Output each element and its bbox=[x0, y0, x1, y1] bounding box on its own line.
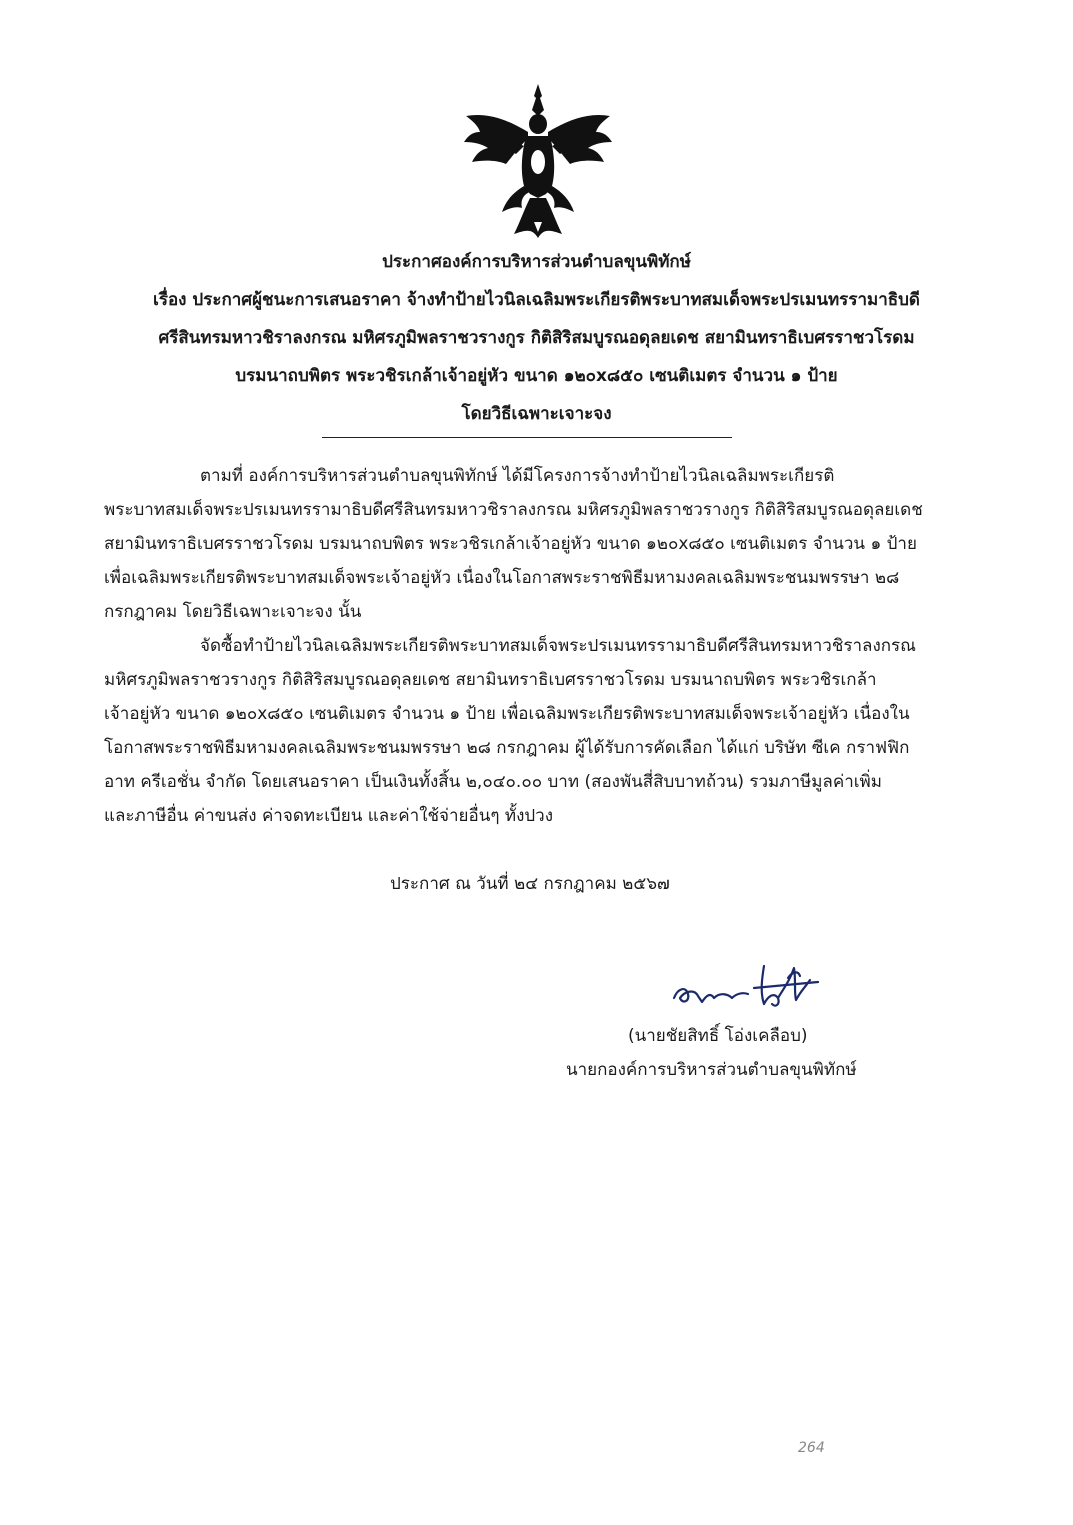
subject-line-3: บรมนาถบพิตร พระวชิรเกล้าเจ้าอยู่หัว ขนาด ๑๒๐x๘๕๐ เซนติเมตร จำนวน ๑ ป้าย bbox=[235, 366, 838, 386]
paragraph2-line-6: และภาษีอื่น ค่าขนส่ง ค่าจดทะเบียน และค่าใช้จ่ายอื่นๆ ทั้งปวง bbox=[104, 806, 554, 826]
signer-name: (นายชัยสิทธิ์ โอ่งเคลือบ) bbox=[628, 1026, 808, 1046]
handwritten-signature-icon bbox=[668, 958, 828, 1020]
announcement-date: ประกาศ ณ วันที่ ๒๔ กรกฎาคม ๒๕๖๗ bbox=[390, 874, 670, 894]
announcement-title: ประกาศองค์การบริหารส่วนตำบลขุนพิทักษ์ bbox=[382, 252, 691, 272]
page-number-note: 264 bbox=[798, 1440, 825, 1456]
paragraph1-line-3: สยามินทราธิเบศรราชวโรดม บรมนาถบพิตร พระวชิรเกล้าเจ้าอยู่หัว ขนาด ๑๒๐x๘๕๐ เซนติเมตร จำนวน ๑ ป้าย bbox=[104, 534, 917, 554]
paragraph1-line-2: พระบาทสมเด็จพระปรเมนทรรามาธิบดีศรีสินทรมหาวชิราลงกรณ มหิศรภูมิพลราชวรางกูร กิติสิริสมบูรณอดุลยเดช bbox=[104, 500, 923, 520]
garuda-emblem-icon bbox=[458, 82, 618, 242]
paragraph2-line-2: มหิศรภูมิพลราชวรางกูร กิติสิริสมบูรณอดุลยเดช สยามินทราธิเบศรราชวโรดม บรมนาถบพิตร พระวชิรเกล้า bbox=[104, 670, 877, 690]
paragraph2-line-4: โอกาสพระราชพิธีมหามงคลเฉลิมพระชนมพรรษา ๒๘ กรกฎาคม ผู้ได้รับการคัดเลือก ได้แก่ บริษัท ซีเค กราฟฟิก bbox=[104, 738, 910, 758]
paragraph2-line-3: เจ้าอยู่หัว ขนาด ๑๒๐x๘๕๐ เซนติเมตร จำนวน ๑ ป้าย เพื่อเฉลิมพระเกียรติพระบาทสมเด็จพระเจ้าอยู่หัว เนื่องใน bbox=[104, 704, 910, 724]
subject-line-1: เรื่อง ประกาศผู้ชนะการเสนอราคา จ้างทำป้ายไวนิลเฉลิมพระเกียรติพระบาทสมเด็จพระปรเมนทรรามาธิบดี bbox=[153, 290, 920, 310]
header-divider bbox=[322, 437, 732, 438]
subject-line-4: โดยวิธีเฉพาะเจาะจง bbox=[461, 404, 612, 424]
paragraph1-line-5: กรกฎาคม โดยวิธีเฉพาะเจาะจง นั้น bbox=[104, 602, 362, 622]
paragraph2-line-1: จัดซื้อทำป้ายไวนิลเฉลิมพระเกียรติพระบาทสมเด็จพระปรเมนทรรามาธิบดีศรีสินทรมหาวชิราลงกรณ bbox=[200, 636, 916, 656]
paragraph1-line-4: เพื่อเฉลิมพระเกียรติพระบาทสมเด็จพระเจ้าอยู่หัว เนื่องในโอกาสพระราชพิธีมหามงคลเฉลิมพระชนมพรรษา ๒๘ bbox=[104, 568, 900, 588]
paragraph2-line-5: อาท ครีเอชั่น จำกัด โดยเสนอราคา เป็นเงินทั้งสิ้น ๒,๐๔๐.๐๐ บาท (สองพันสี่สิบบาทถ้วน) รวมภาษีมูลค่าเพิ่ม bbox=[104, 772, 882, 792]
paragraph1-line-1: ตามที่ องค์การบริหารส่วนตำบลขุนพิทักษ์ ได้มีโครงการจ้างทำป้ายไวนิลเฉลิมพระเกียรติ bbox=[200, 466, 835, 486]
signer-position: นายกองค์การบริหารส่วนตำบลขุนพิทักษ์ bbox=[566, 1060, 857, 1080]
subject-line-2: ศรีสินทรมหาวชิราลงกรณ มหิศรภูมิพลราชวรางกูร กิติสิริสมบูรณอดุลยเดช สยามินทราธิเบศรราชวโรดม bbox=[158, 328, 915, 348]
